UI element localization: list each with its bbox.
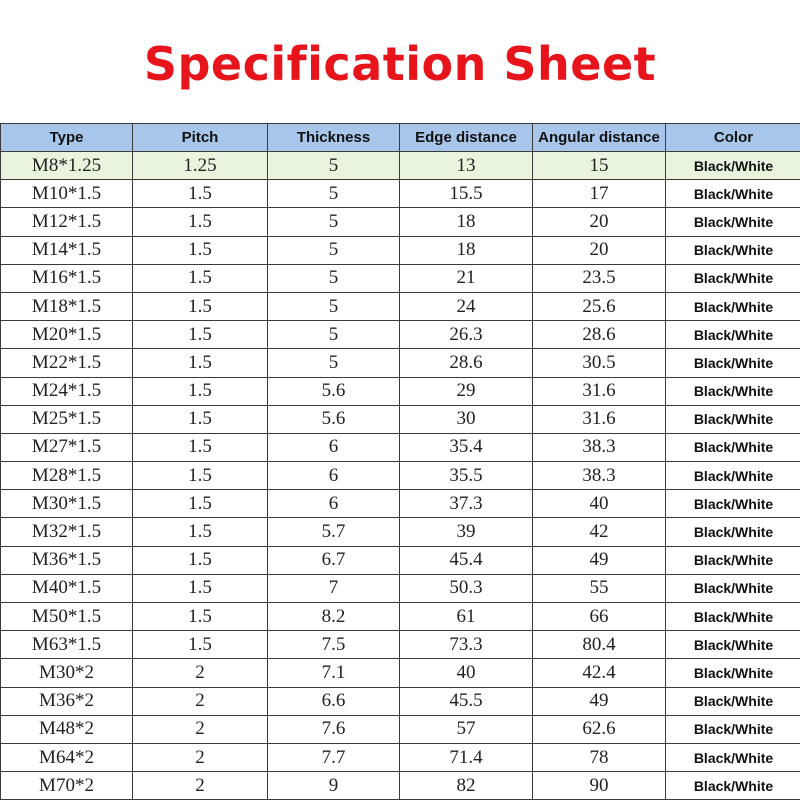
cell-type: M64*2 — [1, 743, 133, 771]
cell-type: M36*2 — [1, 687, 133, 715]
cell-thickness: 6 — [268, 462, 400, 490]
table-row — [1, 687, 800, 715]
cell-angular-distance: 28.6 — [533, 321, 666, 349]
cell-type: M14*1.5 — [1, 236, 133, 264]
cell-pitch: 1.5 — [133, 321, 268, 349]
table-row — [1, 659, 800, 687]
cell-edge-distance: 61 — [400, 603, 533, 631]
table-row — [1, 405, 800, 433]
cell-edge-distance: 39 — [400, 518, 533, 546]
cell-type: M18*1.5 — [1, 292, 133, 320]
cell-color: Black/White — [666, 152, 800, 180]
page-title: Specification Sheet — [143, 37, 657, 91]
cell-thickness: 5.6 — [268, 405, 400, 433]
cell-edge-distance: 50.3 — [400, 574, 533, 602]
table-row — [1, 377, 800, 405]
cell-color: Black/White — [666, 574, 800, 602]
cell-thickness: 5 — [268, 264, 400, 292]
cell-thickness: 5 — [268, 152, 400, 180]
cell-angular-distance: 42 — [533, 518, 666, 546]
cell-thickness: 5 — [268, 180, 400, 208]
cell-pitch: 1.5 — [133, 518, 268, 546]
cell-pitch: 2 — [133, 659, 268, 687]
cell-type: M48*2 — [1, 715, 133, 743]
cell-type: M12*1.5 — [1, 208, 133, 236]
cell-edge-distance: 18 — [400, 236, 533, 264]
cell-color: Black/White — [666, 687, 800, 715]
cell-thickness: 5 — [268, 236, 400, 264]
cell-angular-distance: 25.6 — [533, 292, 666, 320]
cell-type: M36*1.5 — [1, 546, 133, 574]
table-row — [1, 292, 800, 320]
cell-edge-distance: 30 — [400, 405, 533, 433]
cell-edge-distance: 45.4 — [400, 546, 533, 574]
cell-angular-distance: 38.3 — [533, 433, 666, 461]
cell-color: Black/White — [666, 462, 800, 490]
cell-edge-distance: 15.5 — [400, 180, 533, 208]
table-row — [1, 631, 800, 659]
cell-pitch: 1.5 — [133, 405, 268, 433]
cell-angular-distance: 49 — [533, 687, 666, 715]
cell-edge-distance: 71.4 — [400, 743, 533, 771]
cell-pitch: 1.5 — [133, 462, 268, 490]
cell-color: Black/White — [666, 405, 800, 433]
cell-pitch: 1.5 — [133, 377, 268, 405]
cell-type: M27*1.5 — [1, 433, 133, 461]
spec-table-header — [1, 124, 800, 152]
cell-pitch: 1.25 — [133, 152, 268, 180]
cell-angular-distance: 38.3 — [533, 462, 666, 490]
cell-edge-distance: 13 — [400, 152, 533, 180]
cell-thickness: 6 — [268, 433, 400, 461]
cell-pitch: 1.5 — [133, 546, 268, 574]
table-row — [1, 180, 800, 208]
cell-thickness: 5 — [268, 321, 400, 349]
cell-angular-distance: 78 — [533, 743, 666, 771]
cell-edge-distance: 57 — [400, 715, 533, 743]
cell-edge-distance: 28.6 — [400, 349, 533, 377]
cell-angular-distance: 20 — [533, 236, 666, 264]
cell-edge-distance: 26.3 — [400, 321, 533, 349]
cell-type: M22*1.5 — [1, 349, 133, 377]
cell-color: Black/White — [666, 236, 800, 264]
column-header-edge-distance: Edge distance — [400, 124, 533, 152]
cell-angular-distance: 15 — [533, 152, 666, 180]
cell-angular-distance: 90 — [533, 772, 666, 800]
cell-pitch: 2 — [133, 687, 268, 715]
table-row — [1, 743, 800, 771]
table-row — [1, 546, 800, 574]
table-row — [1, 490, 800, 518]
table-row — [1, 462, 800, 490]
cell-thickness: 5.7 — [268, 518, 400, 546]
cell-edge-distance: 73.3 — [400, 631, 533, 659]
column-header-angular-distance: Angular distance — [533, 124, 666, 152]
cell-type: M30*1.5 — [1, 490, 133, 518]
cell-pitch: 1.5 — [133, 490, 268, 518]
cell-thickness: 7.6 — [268, 715, 400, 743]
cell-type: M24*1.5 — [1, 377, 133, 405]
table-row — [1, 433, 800, 461]
cell-edge-distance: 45.5 — [400, 687, 533, 715]
cell-angular-distance: 31.6 — [533, 377, 666, 405]
column-header-type: Type — [1, 124, 133, 152]
table-row — [1, 715, 800, 743]
cell-color: Black/White — [666, 546, 800, 574]
cell-angular-distance: 49 — [533, 546, 666, 574]
table-row — [1, 349, 800, 377]
cell-thickness: 7 — [268, 574, 400, 602]
cell-pitch: 1.5 — [133, 180, 268, 208]
table-row — [1, 772, 800, 800]
cell-type: M20*1.5 — [1, 321, 133, 349]
cell-color: Black/White — [666, 377, 800, 405]
cell-angular-distance: 20 — [533, 208, 666, 236]
cell-type: M8*1.25 — [1, 152, 133, 180]
table-row — [1, 574, 800, 602]
cell-color: Black/White — [666, 208, 800, 236]
cell-edge-distance: 21 — [400, 264, 533, 292]
spec-table-body — [1, 152, 800, 800]
cell-color: Black/White — [666, 772, 800, 800]
cell-type: M10*1.5 — [1, 180, 133, 208]
table-row — [1, 321, 800, 349]
column-header-color: Color — [666, 124, 800, 152]
cell-color: Black/White — [666, 292, 800, 320]
cell-angular-distance: 40 — [533, 490, 666, 518]
cell-color: Black/White — [666, 349, 800, 377]
cell-color: Black/White — [666, 433, 800, 461]
cell-edge-distance: 35.4 — [400, 433, 533, 461]
cell-pitch: 1.5 — [133, 603, 268, 631]
column-header-thickness: Thickness — [268, 124, 400, 152]
cell-type: M16*1.5 — [1, 264, 133, 292]
cell-angular-distance: 23.5 — [533, 264, 666, 292]
cell-thickness: 5.6 — [268, 377, 400, 405]
cell-type: M25*1.5 — [1, 405, 133, 433]
cell-angular-distance: 80.4 — [533, 631, 666, 659]
cell-pitch: 1.5 — [133, 292, 268, 320]
cell-type: M50*1.5 — [1, 603, 133, 631]
cell-color: Black/White — [666, 659, 800, 687]
cell-edge-distance: 24 — [400, 292, 533, 320]
cell-thickness: 5 — [268, 349, 400, 377]
cell-angular-distance: 66 — [533, 603, 666, 631]
cell-pitch: 2 — [133, 743, 268, 771]
cell-thickness: 8.2 — [268, 603, 400, 631]
cell-color: Black/White — [666, 603, 800, 631]
cell-angular-distance: 31.6 — [533, 405, 666, 433]
cell-edge-distance: 82 — [400, 772, 533, 800]
cell-type: M28*1.5 — [1, 462, 133, 490]
cell-angular-distance: 42.4 — [533, 659, 666, 687]
table-row — [1, 236, 800, 264]
cell-angular-distance: 30.5 — [533, 349, 666, 377]
cell-pitch: 1.5 — [133, 264, 268, 292]
cell-angular-distance: 17 — [533, 180, 666, 208]
cell-thickness: 6.7 — [268, 546, 400, 574]
cell-color: Black/White — [666, 180, 800, 208]
cell-thickness: 7.5 — [268, 631, 400, 659]
cell-type: M63*1.5 — [1, 631, 133, 659]
cell-angular-distance: 62.6 — [533, 715, 666, 743]
table-row — [1, 264, 800, 292]
cell-edge-distance: 29 — [400, 377, 533, 405]
cell-pitch: 2 — [133, 772, 268, 800]
cell-edge-distance: 18 — [400, 208, 533, 236]
cell-color: Black/White — [666, 321, 800, 349]
cell-color: Black/White — [666, 264, 800, 292]
cell-edge-distance: 40 — [400, 659, 533, 687]
cell-pitch: 1.5 — [133, 574, 268, 602]
cell-type: M30*2 — [1, 659, 133, 687]
cell-thickness: 5 — [268, 292, 400, 320]
cell-thickness: 6 — [268, 490, 400, 518]
cell-pitch: 1.5 — [133, 236, 268, 264]
cell-color: Black/White — [666, 518, 800, 546]
header-row — [1, 124, 800, 152]
cell-pitch: 1.5 — [133, 631, 268, 659]
cell-edge-distance: 35.5 — [400, 462, 533, 490]
cell-thickness: 5 — [268, 208, 400, 236]
cell-type: M40*1.5 — [1, 574, 133, 602]
cell-color: Black/White — [666, 715, 800, 743]
table-row — [1, 518, 800, 546]
cell-pitch: 2 — [133, 715, 268, 743]
cell-thickness: 7.1 — [268, 659, 400, 687]
cell-pitch: 1.5 — [133, 349, 268, 377]
table-row — [1, 208, 800, 236]
cell-edge-distance: 37.3 — [400, 490, 533, 518]
cell-color: Black/White — [666, 743, 800, 771]
cell-thickness: 6.6 — [268, 687, 400, 715]
cell-angular-distance: 55 — [533, 574, 666, 602]
cell-color: Black/White — [666, 631, 800, 659]
cell-color: Black/White — [666, 490, 800, 518]
table-row — [1, 152, 800, 180]
cell-pitch: 1.5 — [133, 433, 268, 461]
cell-pitch: 1.5 — [133, 208, 268, 236]
column-header-pitch: Pitch — [133, 124, 268, 152]
cell-type: M70*2 — [1, 772, 133, 800]
cell-thickness: 7.7 — [268, 743, 400, 771]
cell-type: M32*1.5 — [1, 518, 133, 546]
table-row — [1, 603, 800, 631]
spec-table — [0, 123, 800, 800]
cell-thickness: 9 — [268, 772, 400, 800]
